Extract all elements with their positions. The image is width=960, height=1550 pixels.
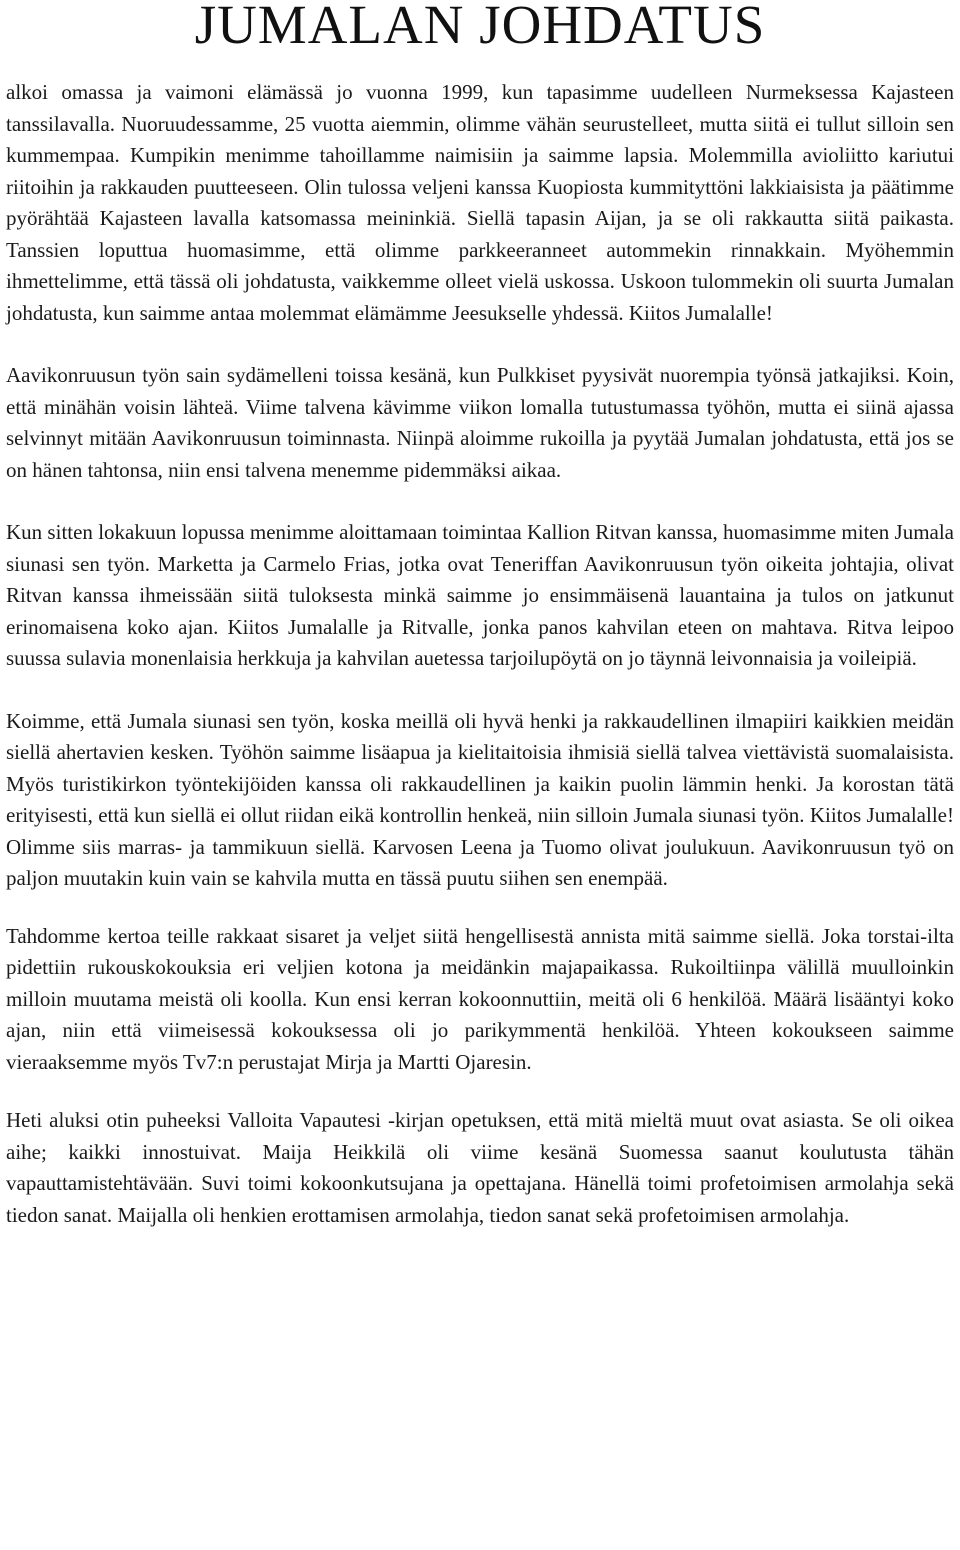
paragraph-5: Tahdomme kertoa teille rakkaat sisaret ja veljet siitä hengellisestä annista mitä saimme siellä. Joka torstai-ilta pidettiin rukouskokouksia eri veljien kotona ja meidänkin majapaikassa. Rukoiltiinpa välillä muulloinkin milloin muutama meistä oli koolla. Kun ensi kerran kokoonnuttiin, meitä oli 6 henkilöä. Määrä lisääntyi koko ajan, niin että viimeisessä kokouksessa oli jo parikymmentä henkilöä. Yhteen kokoukseen saimme vieraaksemme myös Tv7:n perustajat Mirja ja Martti Ojaresin. bbox=[6, 923, 954, 1074]
paragraph-3: Kun sitten lokakuun lopussa menimme aloittamaan toimintaa Kallion Ritvan kanssa, huomasimme miten Jumala siunasi sen työn. Marketta ja Carmelo Frias, jotka ovat Teneriffan Aavikonruusun työn oikeita johtajia, olivat Ritvan kanssa ihmeissään siitä tuloksesta minkä saimme jo ensimmäisenä lauantaina ja tulos on jatkunut erinomaisena koko ajan. Kiitos Jumalalle ja Ritvalle, jonka panos kahvilan eteen on mahtava. Ritva leipoo suussa sulavia monenlaisia herkkuja ja kahvilan auetessa tarjoilupöytä on jo täynnä leivonnaisia ja voileipiä. bbox=[6, 520, 954, 670]
paragraph-1: alkoi omassa ja vaimoni elämässä jo vuonna 1999, kun tapasimme uudelleen Nurmeksessa Kajasteen tanssilavalla. Nuoruudessamme, 25 vuotta aiemmin, olimme vähän seurustelleet, mutta siitä ei tullut silloin sen kummempaa. Kumpikin menimme tahoillamme naimisiin ja saimme lapsia. Molemmilla avioliitto kariutui riitoihin ja rakkauden puutteeseen. Olin tulossa veljeni kanssa Kuopiosta kummityttöni lakkiaisista ja päätimme pyörähtää Kajasteen lavalla katsomassa meininkiä. Siellä tapasin Aijan, ja se oli rakkautta siitä paikasta. Tanssien loputtua huomasimme, että olimme parkkeeranneet autommekin rinnakkain. Myöhemmin ihmettelimme, että tässä oli johdatusta, vaikkemme olleet vielä uskossa. Uskoon tulommekin oli suurta Jumalan johdatusta, kun saimme antaa molemmat elämämme Jeesukselle yhdessä. Kiitos Jumalalle! bbox=[6, 80, 954, 325]
paragraph-2: Aavikonruusun työn sain sydämelleni toissa kesänä, kun Pulkkiset pyysivät nuorempia työnsä jatkajiksi. Koin, että minähän voisin lähteä. Viime talvena kävimme viikon lomalla tutustumassa työhön, mutta ei siinä ajassa selvinnyt mitään Aavikonruusun toiminnasta. Niinpä aloimme rukoilla ja pyytää Jumalan johdatusta, että jos se on hänen tahtonsa, niin ensi talvena menemme pidemmäksi aikaa. bbox=[6, 363, 954, 482]
document-title: JUMALAN JOHDATUS bbox=[194, 0, 766, 55]
paragraph-4: Koimme, että Jumala siunasi sen työn, koska meillä oli hyvä henki ja rakkaudellinen ilmapiiri kaikkien meidän siellä ahertavien kesken. Työhön saimme lisäapua ja kielitaitoisia ihmisiä siellä talvea viettävistä suomalaisista. Myös turistikirkon työntekijöiden kanssa oli rakkaudellinen ja kaikin puolin lämmin henki. Ja korostan tätä erityisesti, että kun siellä ei ollut riidan eikä kontrollin henkeä, niin silloin Jumala siunasi työn. Kiitos Jumalalle! Olimme siis marras- ja tammikuun siellä. Karvosen Leena ja Tuomo olivat joulukuun. Aavikonruusun työ on paljon muutakin kuin vain se kahvila mutta en tässä puutu siihen sen enempää. bbox=[6, 708, 954, 890]
paragraph-6: Heti aluksi otin puheeksi Valloita Vapautesi -kirjan opetuksen, että mitä mieltä muut ovat asiasta. Se oli oikea aihe; kaikki innostuivat. Maija Heikkilä oli viime kesänä Suomessa saanut koulutusta tähän vapauttamistehtävään. Suvi toimi kokoonkutsujana ja opettajana. Hänellä toimi profetoimisen armolahja sekä tiedon sanat. Maijalla oli henkien erottamisen armolahja, tiedon sanat sekä profetoimisen armolahja. bbox=[6, 1108, 954, 1227]
